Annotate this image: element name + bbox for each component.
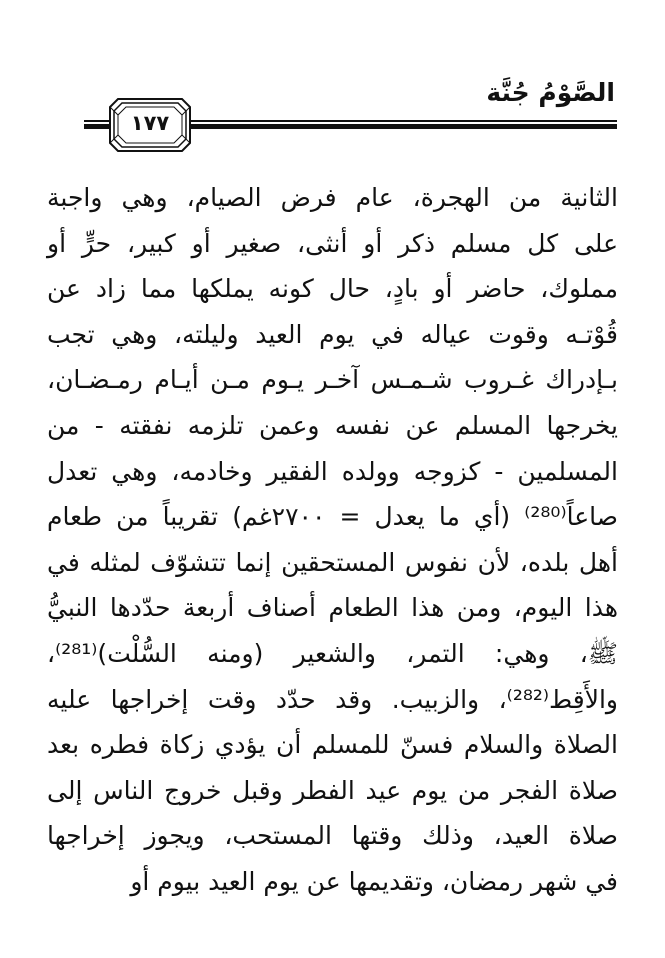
text-line: ﷺ، وهي: التمر، والشعير (ومنه السُّلْت)⁽²⁸¹⁾،	[47, 638, 618, 668]
header-rule-thin-line	[190, 120, 617, 122]
page-number: ١٧٧	[130, 111, 170, 135]
text-line: على كل مسلم ذكر أو أنثى، صغير أو كبير، حرٍّ أو	[47, 228, 618, 258]
text-line: صلاة العيد، وذلك وقتها المستحب، ويجوز إخراجها	[47, 821, 618, 851]
page-number-frame	[108, 97, 192, 153]
text-line: في شهر رمضان، وتقديمها عن يوم العيد بيوم أو	[130, 866, 618, 896]
text-line: المسلمين - كزوجه وولده الفقير وخادمه، وهي تعدل	[47, 456, 618, 486]
text-line: صاعاً⁽²⁸⁰⁾ (أي ما يعدل = ٢٧٠٠غم) تقريباً من طعام	[47, 502, 618, 532]
text-line: أهل بلده، لأن نفوس المستحقين إنما تتشوّف لمثله في	[47, 547, 618, 577]
header-rule-right	[190, 120, 617, 130]
text-line: الثانية من الهجرة، عام فرض الصيام، وهي واجبة	[47, 183, 618, 212]
text-line: الصلاة والسلام فسنّ للمسلم أن يؤدي زكاة فطره بعد	[47, 730, 618, 760]
header-rule-left-thick-line	[84, 124, 110, 129]
header-rule-left-thin-line	[84, 120, 110, 122]
text-line: هذا اليوم، ومن هذا الطعام أصناف أربعة حدّدها النبيُّ	[47, 593, 618, 623]
running-title: الصَّوْمُ جُنَّة	[486, 78, 615, 107]
text-line: قُوْتـه وقوت عياله في يوم العيد وليلته، وهي تجب	[47, 319, 618, 349]
text-line: صلاة الفجر من يوم عيد الفطر وقبل خروج الناس إلى	[47, 775, 618, 805]
header-rule-thick-line	[190, 124, 617, 129]
header-rule-left	[84, 120, 110, 130]
body-text	[47, 175, 618, 905]
text-line: مملوك، حاضر أو بادٍ، حال كونه يملكها مما زاد عن	[47, 274, 618, 304]
text-line: يخرجها المسلم عن نفسه وعمن تلزمه نفقته - من	[47, 410, 618, 440]
text-line: والأَقِط⁽²⁸²⁾، والزبيب. وقد حدّد وقت إخراجها عليه	[47, 684, 618, 714]
text-line: بـإدراك غـروب شـمـس آخـر يـوم مـن أيـام رمـضـان،	[47, 365, 618, 395]
